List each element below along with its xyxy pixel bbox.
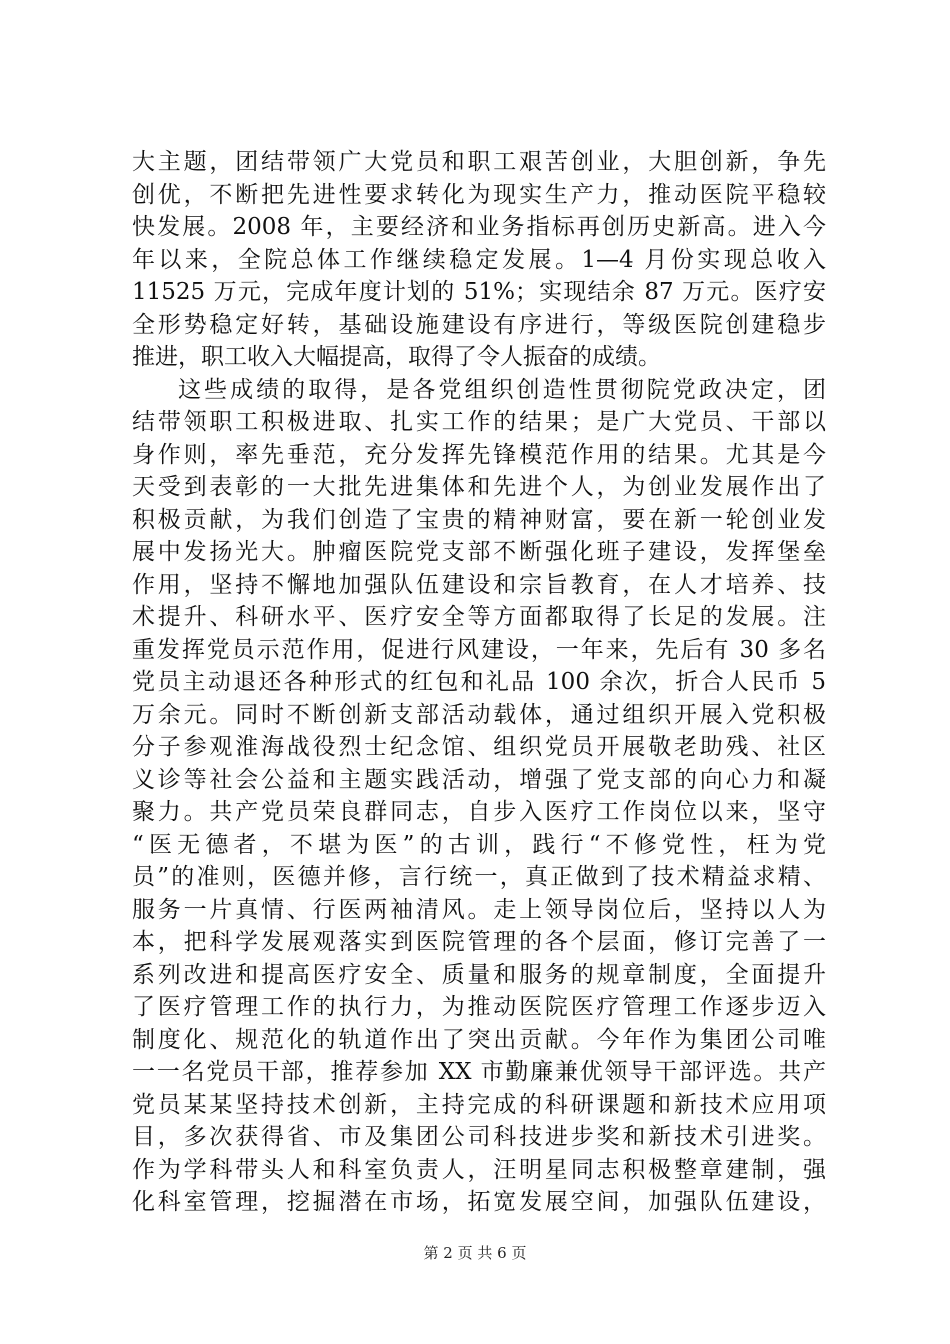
text-line: 目，多次获得省、市及集团公司科技进步奖和新技术引进奖。 bbox=[132, 1124, 826, 1150]
text-line: 员”的准则，医德并修，言行统一，真正做到了技术精益求精、 bbox=[132, 864, 826, 890]
text-line: 制度化、规范化的轨道作出了突出贡献。今年作为集团公司唯 bbox=[132, 1026, 826, 1053]
document-body bbox=[132, 146, 826, 1219]
text-line: 身作则，率先垂范，充分发挥先锋模范作用的结果。尤其是今 bbox=[132, 441, 826, 468]
text-line: 了医疗管理工作的执行力，为推动医院医疗管理工作逐步迈入 bbox=[132, 994, 826, 1020]
text-line: 服务一片真情、行医两袖清风。走上领导岗位后，坚持以人为 bbox=[132, 896, 826, 923]
page-number-footer: 第 2 页 共 6 页 bbox=[423, 1244, 527, 1262]
text-line: 术提升、科研水平、医疗安全等方面都取得了长足的发展。注 bbox=[132, 604, 826, 630]
text-line: 展中发扬光大。肿瘤医院党支部不断强化班子建设，发挥堡垒 bbox=[132, 539, 826, 565]
text-line: 这些成绩的取得，是各党组织创造性贯彻院党政决定，团 bbox=[178, 376, 826, 403]
text-line: 聚力。共产党员荣良群同志，自步入医疗工作岗位以来，坚守 bbox=[132, 799, 826, 825]
text-line: 结带领职工积极进取、扎实工作的结果；是广大党员、干部以 bbox=[132, 409, 826, 435]
text-line: 万余元。同时不断创新支部活动载体，通过组织开展入党积极 bbox=[132, 701, 826, 728]
paragraph-1 bbox=[132, 146, 826, 374]
text-line: 一一名党员干部，推荐参加 XX 市勤廉兼优领导干部评选。共产 bbox=[132, 1059, 826, 1085]
text-line: 全形势稳定好转，基础设施建设有序进行，等级医院创建稳步 bbox=[132, 311, 826, 338]
text-line: 积极贡献，为我们创造了宝贵的精神财富，要在新一轮创业发 bbox=[132, 506, 826, 533]
text-line: 党员主动退还各种形式的红包和礼品 100 余次，折合人民币 5 bbox=[132, 669, 826, 695]
text-line: 义诊等社会公益和主题实践活动，增强了党支部的向心力和凝 bbox=[132, 766, 826, 793]
text-line: 年以来，全院总体工作继续稳定发展。1—4 月份实现总收入 bbox=[132, 246, 826, 273]
text-line: 作用，坚持不懈地加强队伍建设和宗旨教育，在人才培养、技 bbox=[132, 571, 826, 598]
text-line: 系列改进和提高医疗安全、质量和服务的规章制度，全面提升 bbox=[132, 961, 826, 988]
text-line: 本，把科学发展观落实到医院管理的各个层面，修订完善了一 bbox=[132, 929, 826, 955]
text-line: 天受到表彰的一大批先进集体和先进个人，为创业发展作出了 bbox=[132, 474, 826, 500]
text-line: “医无德者，不堪为医”的古训，践行“不修党性，枉为党 bbox=[132, 831, 826, 858]
text-line: 重发挥党员示范作用，促进行风建设，一年来，先后有 30 多名 bbox=[132, 636, 826, 663]
text-line: 11525 万元，完成年度计划的 51%；实现结余 87 万元。医疗安 bbox=[132, 279, 826, 305]
text-line: 党员某某坚持技术创新，主持完成的科研课题和新技术应用项 bbox=[132, 1091, 826, 1118]
text-line: 推进，职工收入大幅提高，取得了令人振奋的成绩。 bbox=[132, 344, 661, 370]
text-line: 化科室管理，挖掘潜在市场，拓宽发展空间，加强队伍建设， bbox=[132, 1189, 826, 1215]
paragraph-2 bbox=[132, 374, 826, 1219]
text-line: 作为学科带头人和科室负责人，汪明星同志积极整章建制，强 bbox=[132, 1156, 826, 1183]
text-line: 大主题，团结带领广大党员和职工艰苦创业，大胆创新，争先 bbox=[132, 149, 826, 175]
text-line: 快发展。2008 年，主要经济和业务指标再创历史新高。进入今 bbox=[132, 214, 826, 240]
text-line: 创优，不断把先进性要求转化为现实生产力，推动医院平稳较 bbox=[132, 181, 826, 208]
text-line: 分子参观淮海战役烈士纪念馆、组织党员开展敬老助残、社区 bbox=[132, 734, 826, 760]
